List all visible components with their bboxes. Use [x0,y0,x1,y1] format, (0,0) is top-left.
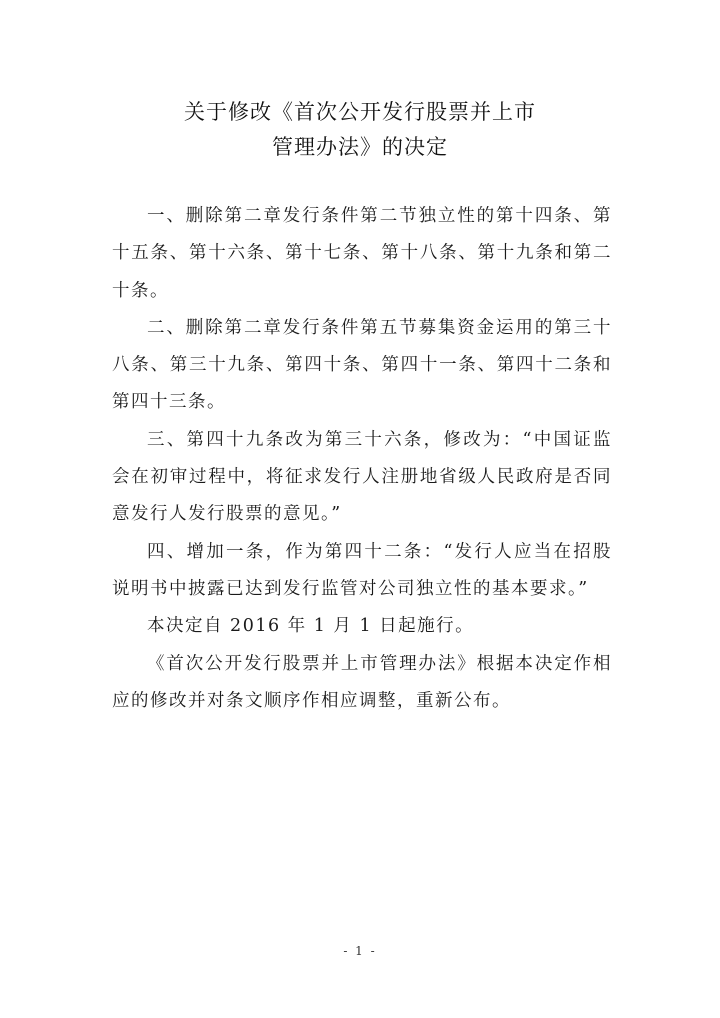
paragraph-article-2: 二、删除第二章发行条件第五节募集资金运用的第三十八条、第三十九条、第四十条、第四十一条、第四十二条和第四十三条。 [112,317,612,413]
paragraph-article-1: 一、删除第二章发行条件第二节独立性的第十四条、第十五条、第十六条、第十七条、第十八条、第十九条和第二十条。 [112,206,612,301]
document-title-line-1: 关于修改《首次公开发行股票并上市 [184,100,536,124]
paragraph-effective-date: 本决定自 2016 年 1 月 1 日起施行。 [147,616,475,637]
page-number: - 1 - [343,944,377,958]
paragraph-article-4: 四、增加一条，作为第四十二条：“发行人应当在招股说明书中披露已达到发行监管对公司独立性的基本要求。” [112,541,612,599]
paragraph-article-3: 三、第四十九条改为第三十六条，修改为：“中国证监会在初审过程中，将征求发行人注册地省级人民政府是否同意发行人发行股票的意见。” [112,429,612,525]
paragraph-republication: 《首次公开发行股票并上市管理办法》根据本决定作相应的修改并对条文顺序作相应调整，重新公布。 [112,653,612,711]
document-title-line-2: 管理办法》的决定 [272,135,448,159]
document-body [112,198,612,720]
